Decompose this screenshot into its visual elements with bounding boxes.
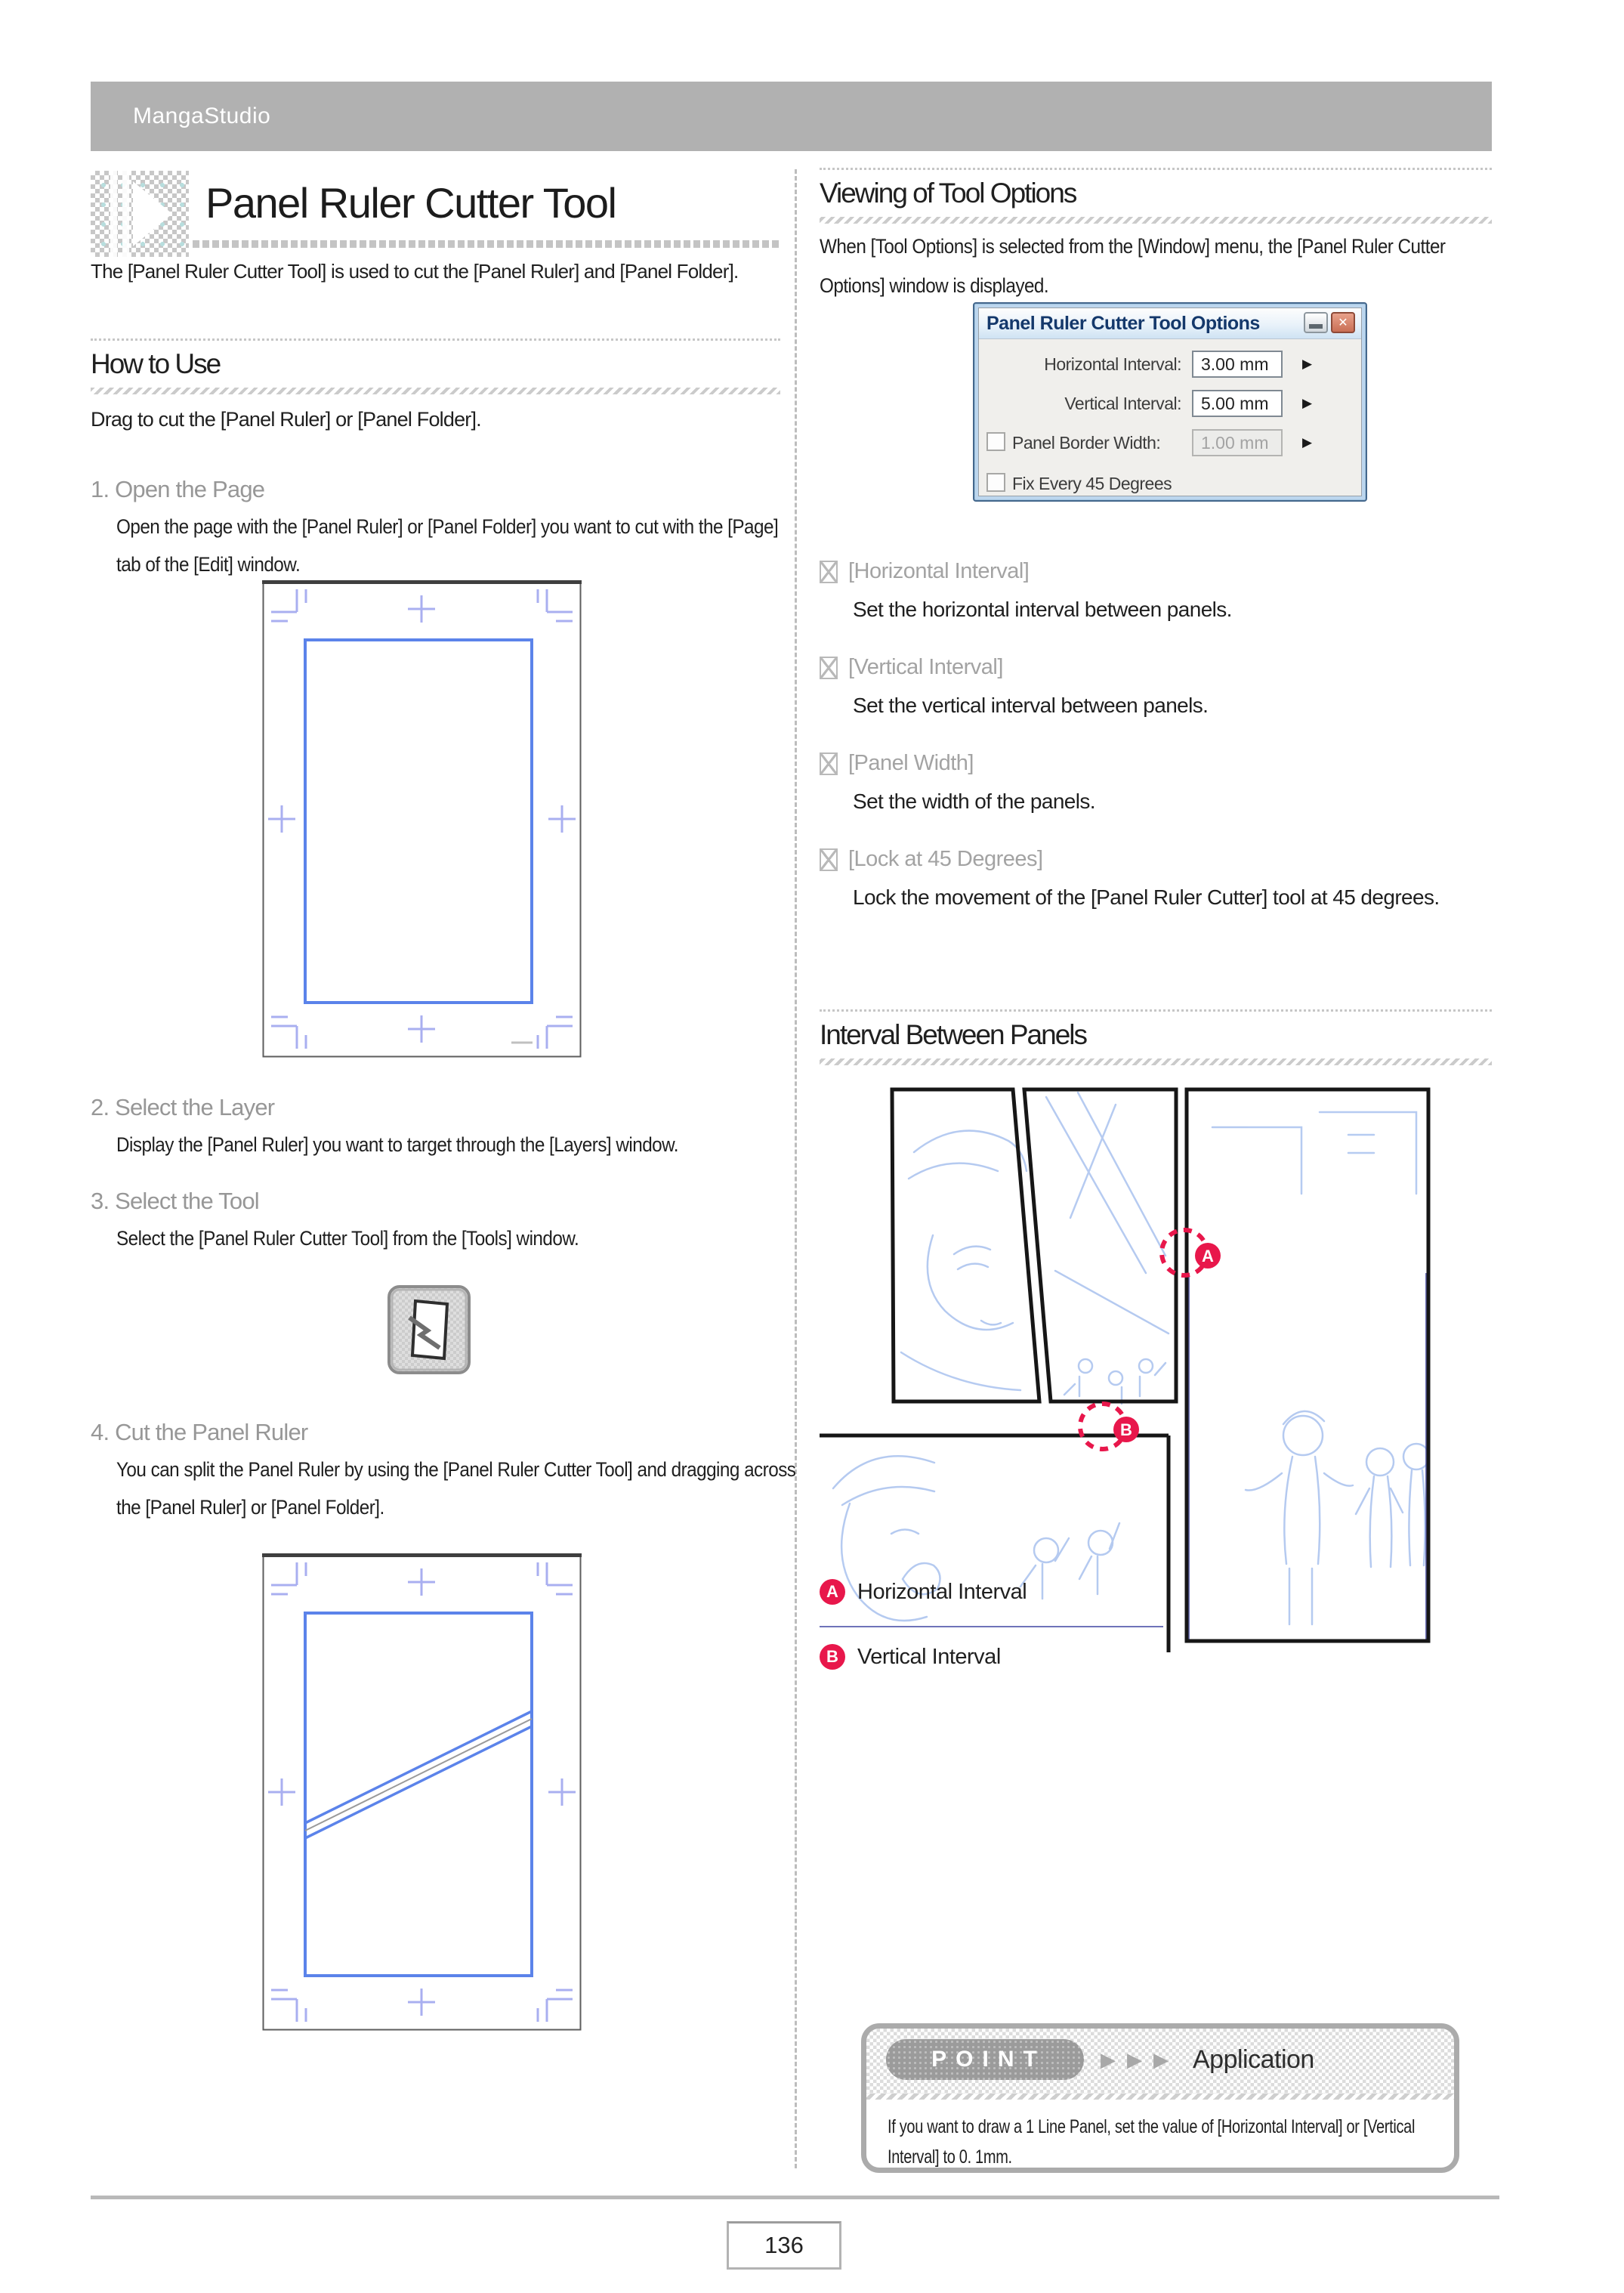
- field-label: Vertical Interval:: [1064, 394, 1181, 413]
- badge-b-letter: B: [1120, 1420, 1132, 1439]
- option-label: [Vertical Interval]: [848, 655, 1003, 679]
- section-heading-interval-between-panels: [820, 1009, 1492, 1065]
- dialog-row-panel-border-width: [979, 429, 1361, 459]
- option-description: Set the width of the panels.: [853, 790, 1095, 813]
- intro-text: The [Panel Ruler Cutter Tool] is used to cut the [Panel Ruler] and [Panel Folder].: [91, 260, 739, 283]
- step-4-body: You can split the Panel Ruler by using the [Panel Ruler Cutter Tool] and dragging across the [Panel Ruler] or [Panel Folder].: [116, 1458, 796, 1519]
- chevron-right-icon: ▶: [1101, 2048, 1116, 2071]
- option-item: [820, 751, 1499, 814]
- close-button[interactable]: ✕: [1331, 312, 1355, 333]
- page-figure-after-cut: [262, 1553, 582, 2032]
- badge-a-letter: A: [1202, 1247, 1214, 1265]
- legend-vertical-interval: [820, 1644, 1001, 1670]
- vertical-interval-input[interactable]: 5.00 mm: [1192, 390, 1283, 417]
- legend-horizontal-interval: [820, 1579, 1027, 1605]
- title-underline: [193, 240, 782, 248]
- section-heading-text: Interval Between Panels: [820, 1019, 1087, 1050]
- fix-45-degrees-checkbox[interactable]: [986, 473, 1005, 492]
- step-4-title: 4. Cut the Panel Ruler: [91, 1419, 308, 1445]
- dialog-body: [978, 307, 1362, 496]
- section-title-icon: [91, 171, 189, 257]
- step-2-title: 2. Select the Layer: [91, 1094, 275, 1120]
- option-description: Lock the movement of the [Panel Ruler Cutter] tool at 45 degrees.: [853, 885, 1440, 909]
- spinner-arrow-icon[interactable]: ▶: [1302, 357, 1313, 371]
- spinner-arrow-icon[interactable]: ▶: [1302, 435, 1313, 450]
- option-item: [820, 559, 1499, 622]
- horizontal-interval-input[interactable]: 3.00 mm: [1192, 351, 1283, 378]
- chevron-right-icon: ▶: [1127, 2048, 1142, 2071]
- badge-b: B: [820, 1644, 845, 1670]
- legend-label: Vertical Interval: [857, 1644, 1001, 1669]
- option-label: [Panel Width]: [848, 751, 974, 775]
- step-1-title: 1. Open the Page: [91, 476, 265, 502]
- option-item: [820, 655, 1499, 718]
- page-number-box: [727, 2221, 841, 2270]
- minimize-icon: [1309, 324, 1323, 329]
- field-label: Fix Every 45 Degrees: [1012, 474, 1172, 493]
- section-heading-text: How to Use: [91, 348, 221, 379]
- page-number: 136: [764, 2232, 804, 2258]
- field-label: Horizontal Interval:: [1044, 354, 1181, 374]
- option-description: Set the horizontal interval between panels.: [853, 598, 1232, 621]
- tool-options-paragraph: When [Tool Options] is selected from the [Window] menu, the [Panel Ruler Cutter Options] window is displayed.: [820, 235, 1446, 297]
- step-1-body: Open the page with the [Panel Ruler] or [Panel Folder] you want to cut with the [Page] tab of the [Edit] window.: [116, 515, 779, 576]
- badge-a: A: [820, 1579, 845, 1605]
- option-label: [Lock at 45 Degrees]: [848, 847, 1043, 871]
- app-name: MangaStudio: [133, 104, 271, 128]
- step-3-body: Select the [Panel Ruler Cutter Tool] from the [Tools] window.: [116, 1227, 579, 1250]
- minimize-button[interactable]: [1304, 312, 1328, 333]
- column-divider: [795, 169, 797, 2168]
- dialog-row-vertical-interval: [979, 390, 1361, 420]
- dialog-title: Panel Ruler Cutter Tool Options: [986, 313, 1260, 334]
- point-application-box: [861, 2023, 1459, 2173]
- point-box-header: [866, 2029, 1454, 2100]
- header-bar: [91, 82, 1492, 151]
- play-triangle-icon: [133, 181, 172, 246]
- option-label: [Horizontal Interval]: [848, 559, 1030, 583]
- manga-example-figure: [820, 1080, 1433, 1652]
- bullet-box-icon: [820, 752, 838, 775]
- dialog-titlebar: [979, 308, 1361, 339]
- option-description: Set the vertical interval between panels.: [853, 694, 1209, 717]
- bullet-box-icon: [820, 561, 838, 583]
- point-box-title: Application: [1193, 2045, 1314, 2074]
- bullet-box-icon: [820, 657, 838, 679]
- option-item: [820, 847, 1499, 910]
- section-heading-tool-options: [820, 168, 1492, 224]
- chevron-right-icon: ▶: [1153, 2048, 1169, 2071]
- icon-bar: [122, 171, 129, 257]
- figure-frame-top: [262, 1553, 582, 1557]
- section-heading-text: Viewing of Tool Options: [820, 178, 1076, 209]
- point-badge: POINT: [886, 2039, 1084, 2080]
- panel-ruler-cutter-tool-icon: [387, 1284, 471, 1375]
- field-label: Panel Border Width:: [1012, 433, 1161, 453]
- page-title: Panel Ruler Cutter Tool: [205, 179, 616, 227]
- panel-border-width-checkbox[interactable]: [986, 432, 1005, 451]
- step-2-body: Display the [Panel Ruler] you want to target through the [Layers] window.: [116, 1133, 679, 1156]
- tool-options-dialog: [973, 302, 1367, 502]
- step-3-title: 3. Select the Tool: [91, 1188, 259, 1214]
- dialog-row-fix-45: [979, 470, 1361, 500]
- how-to-use-lead: Drag to cut the [Panel Ruler] or [Panel Folder].: [91, 408, 481, 431]
- footer-rule: [91, 2196, 1499, 2199]
- page-figure-before-cut: [262, 580, 582, 1058]
- panel-border-width-input[interactable]: 1.00 mm: [1192, 429, 1283, 456]
- icon-bar: [110, 171, 117, 257]
- spinner-arrow-icon[interactable]: ▶: [1302, 396, 1313, 410]
- bullet-box-icon: [820, 848, 838, 871]
- point-box-body: If you want to draw a 1 Line Panel, set the value of [Horizontal Interval] or [Vertical Interval] to 0. 1mm.: [888, 2116, 1416, 2168]
- figure-frame-top: [262, 580, 582, 584]
- section-heading-how-to-use: [91, 338, 780, 394]
- legend-label: Horizontal Interval: [857, 1579, 1027, 1604]
- dialog-row-horizontal-interval: [979, 351, 1361, 381]
